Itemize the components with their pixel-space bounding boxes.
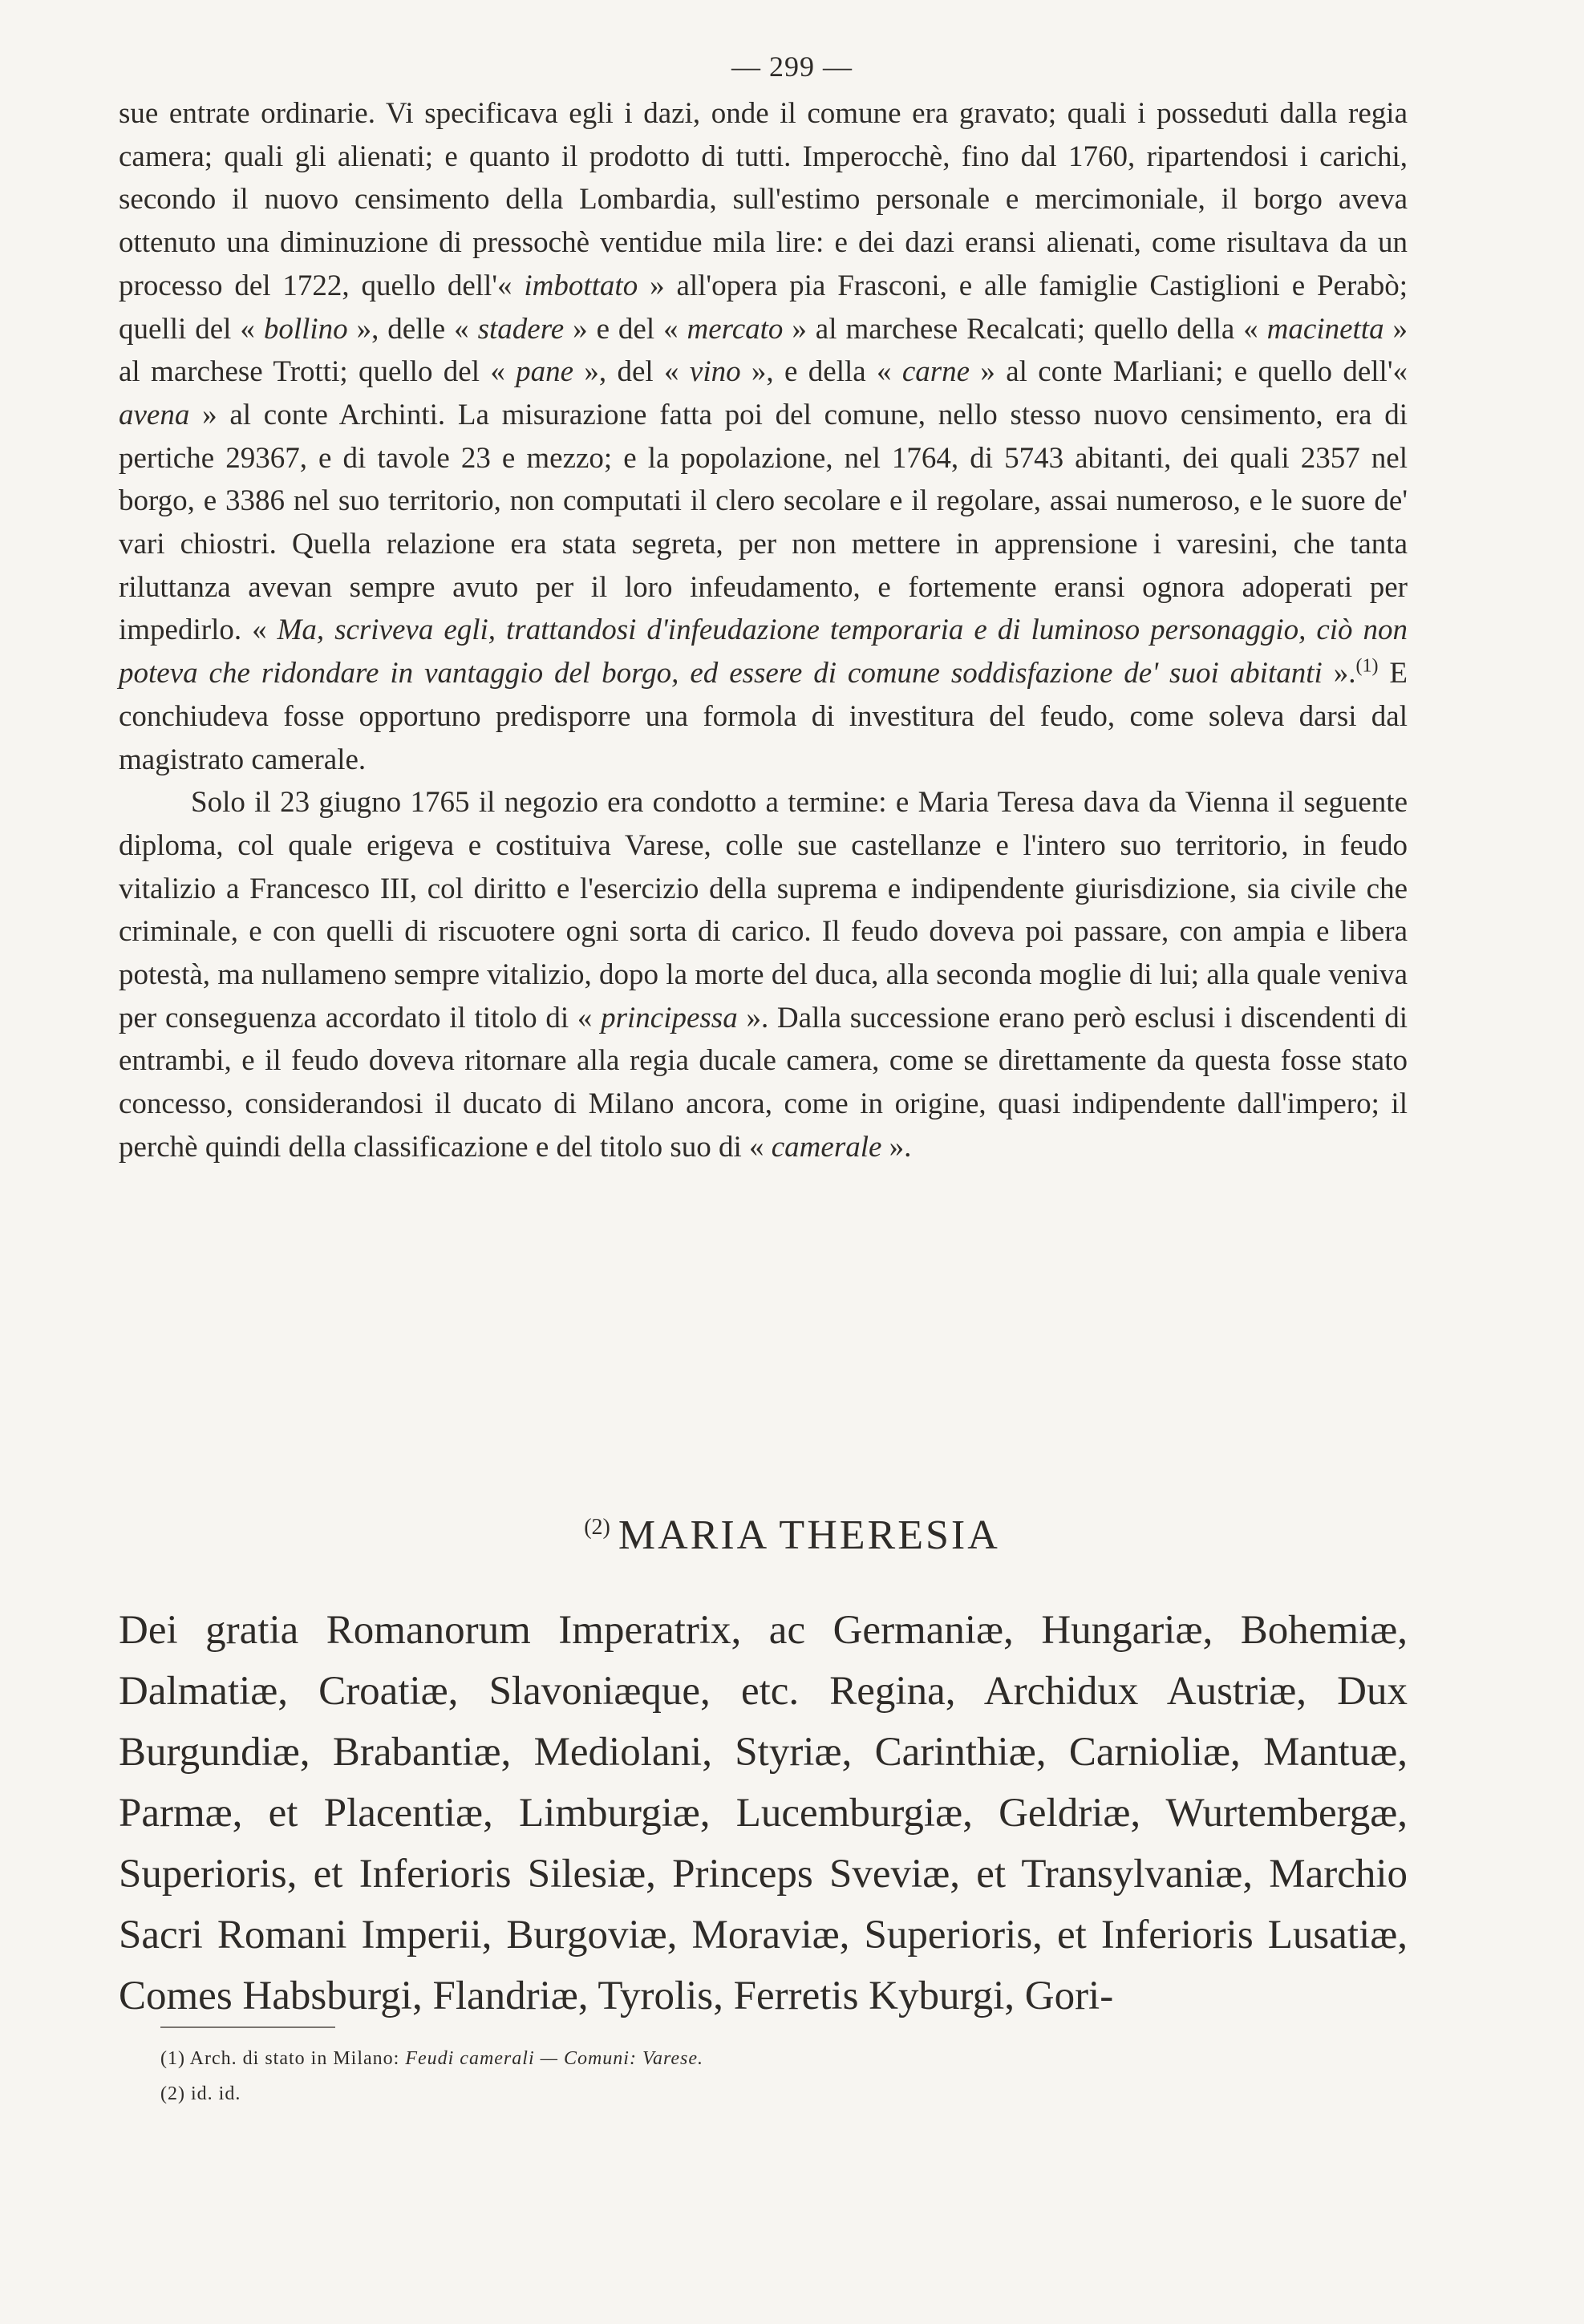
italic-run: stadere bbox=[477, 312, 565, 346]
text-run: E conchiudeva fosse opportuno predisporre una formola di investitura del feudo, come soleva darsi dal magistrato camerale. bbox=[119, 657, 1408, 776]
italic-run: bollino bbox=[263, 312, 348, 346]
paragraph: Dei gratia Romanorum Imperatrix, ac Germaniæ, Hungariæ, Bohemiæ, Dalmatiæ, Croatiæ, Slavoniæque, etc. Regina, Archidux Austriæ, Dux Burgundiæ, Brabantiæ, Mediolani, Styriæ, Carinthiæ, Carnioliæ, Mantuæ, Parmæ, et Placentiæ, Limburgiæ, Lucemburgiæ, Geldriæ, Wurtembergæ, Superioris, et Inferioris Silesiæ, Princeps Sveviæ, et Transylvaniæ, Marchio Sacri Romani Imperii, Burgoviæ, Moraviæ, Superioris, et Inferioris Lusatiæ, Comes Habsburgi, Flandriæ, Tyrolis, Ferretis Kyburgi, Gori- bbox=[119, 1608, 1408, 2018]
text-run: ». bbox=[881, 1130, 912, 1164]
footnote bbox=[160, 2076, 1203, 2111]
footnote-marker: (1) bbox=[1355, 655, 1379, 677]
paragraph bbox=[119, 781, 1408, 1168]
text-run: », e della « bbox=[740, 355, 902, 389]
text-run: sue entrate ordinarie. Vi specificava egli i dazi, onde il comune era gravato; quali i posseduti dalla regia camera; quali gli alienati; e quanto il prodotto di tutti. Imperocchè, fino dal 1760, ripartendosi i carichi, secondo il nuovo censimento della Lombardia, sull'estimo personale e mercimoniale, il borgo aveva ottenuto una diminuzione di pressochè ventidue mila lire: e dei dazi eransi alienati, come risultava da un processo del 1722, quello dell'« bbox=[119, 97, 1408, 302]
italic-run: macinetta bbox=[1266, 312, 1384, 346]
italic-run: principessa bbox=[601, 1001, 738, 1034]
italic-run: carne bbox=[901, 355, 970, 389]
footnote-italic: Feudi camerali — Comuni: Varese. bbox=[405, 2048, 704, 2069]
footnote-rule bbox=[160, 2026, 335, 2028]
diploma-heading bbox=[0, 1512, 1584, 1559]
text-run: » all'opera pia Frasconi, e alle famiglie Castiglioni e Perabò; quelli del « bbox=[119, 269, 1408, 346]
text-run: » al marchese Recalcati; quello della « bbox=[783, 312, 1267, 346]
text-run: Solo il 23 giugno 1765 il negozio era condotto a termine: e Maria Teresa dava da Vienna il seguente diploma, col quale erigeva e costituiva Varese, colle sue castellanze e l'intero suo territorio, in feudo vitalizio a Francesco III, col diritto e l'esercizio della suprema e indipendente giurisdizione, sia civile che criminale, e con quelli di riscuotere ogni sorta di carico. Il feudo doveva poi passare, con ampia e libera potestà, ma nullameno sempre vitalizio, dopo la morte del duca, alla seconda moglie di lui; alla quale veniva per conseguenza accordato il titolo di « bbox=[119, 786, 1408, 1034]
diploma-text bbox=[119, 1600, 1408, 2026]
text-run: » al conte Marliani; e quello dell'« bbox=[970, 355, 1408, 389]
footnote-text: Arch. di stato in Milano: bbox=[189, 2048, 406, 2069]
footnote-marker: (2) bbox=[584, 1514, 610, 1540]
text-run: » al conte Archinti. La misurazione fatta poi del comune, nello stesso nuovo censimento, era di pertiche 29367, e di tavole 23 e mezzo; e la popolazione, nel 1764, di 5743 abitanti, dei quali 2357 nel borgo, e 3386 nel suo territorio, non computati il clero secolare e il regolare, assai numeroso, e le suore de' vari chiostri. Quella relazione era stata segreta, per non mettere in apprensione i varesini, che tanta riluttanza avevan sempre avuto per il loro infeudamento, e fortemente eransi ognora adoperati per impedirlo. « bbox=[119, 398, 1408, 647]
page-number: — 299 — bbox=[731, 51, 853, 83]
footnote-text: id. id. bbox=[190, 2083, 241, 2104]
text-run: » al marchese Trotti; quello del « bbox=[119, 312, 1408, 389]
italic-run: Ma, scriveva egli, trattandosi d'infeudazione temporaria e di luminoso personaggio, ciò non poteva che ridondare in vantaggio del borgo, ed essere di comune soddisfazione de' suoi abitanti bbox=[119, 613, 1408, 690]
paragraph bbox=[119, 92, 1408, 781]
italic-run: mercato bbox=[687, 312, 784, 346]
footnote-marker: (1) bbox=[160, 2048, 185, 2069]
italic-run: pane bbox=[516, 355, 574, 389]
italic-run: imbottato bbox=[524, 269, 638, 302]
italic-run: avena bbox=[119, 398, 190, 431]
text-run: », delle « bbox=[347, 312, 478, 346]
italic-run: camerale bbox=[771, 1130, 882, 1164]
footnote-marker: (2) bbox=[160, 2083, 185, 2104]
footnotes bbox=[160, 2041, 1203, 2111]
text-run: », del « bbox=[573, 355, 690, 389]
italic-run: vino bbox=[689, 355, 741, 389]
text-run: ». bbox=[1322, 657, 1356, 690]
text-run: » e del « bbox=[564, 312, 687, 346]
footnote bbox=[160, 2041, 1203, 2076]
text-run: ». Dalla successione erano però esclusi i discendenti di entrambi, e il feudo doveva ritornare alla regia ducale camera, come se direttamente da questa fosse stato concesso, considerandosi il ducato di Milano ancora, come in origine, quasi indipendente dall'impero; il perchè quindi della classificazione e del titolo suo di « bbox=[119, 1001, 1408, 1164]
body-text bbox=[119, 92, 1408, 1169]
heading-title: MARIA THERESIA bbox=[618, 1512, 1000, 1558]
